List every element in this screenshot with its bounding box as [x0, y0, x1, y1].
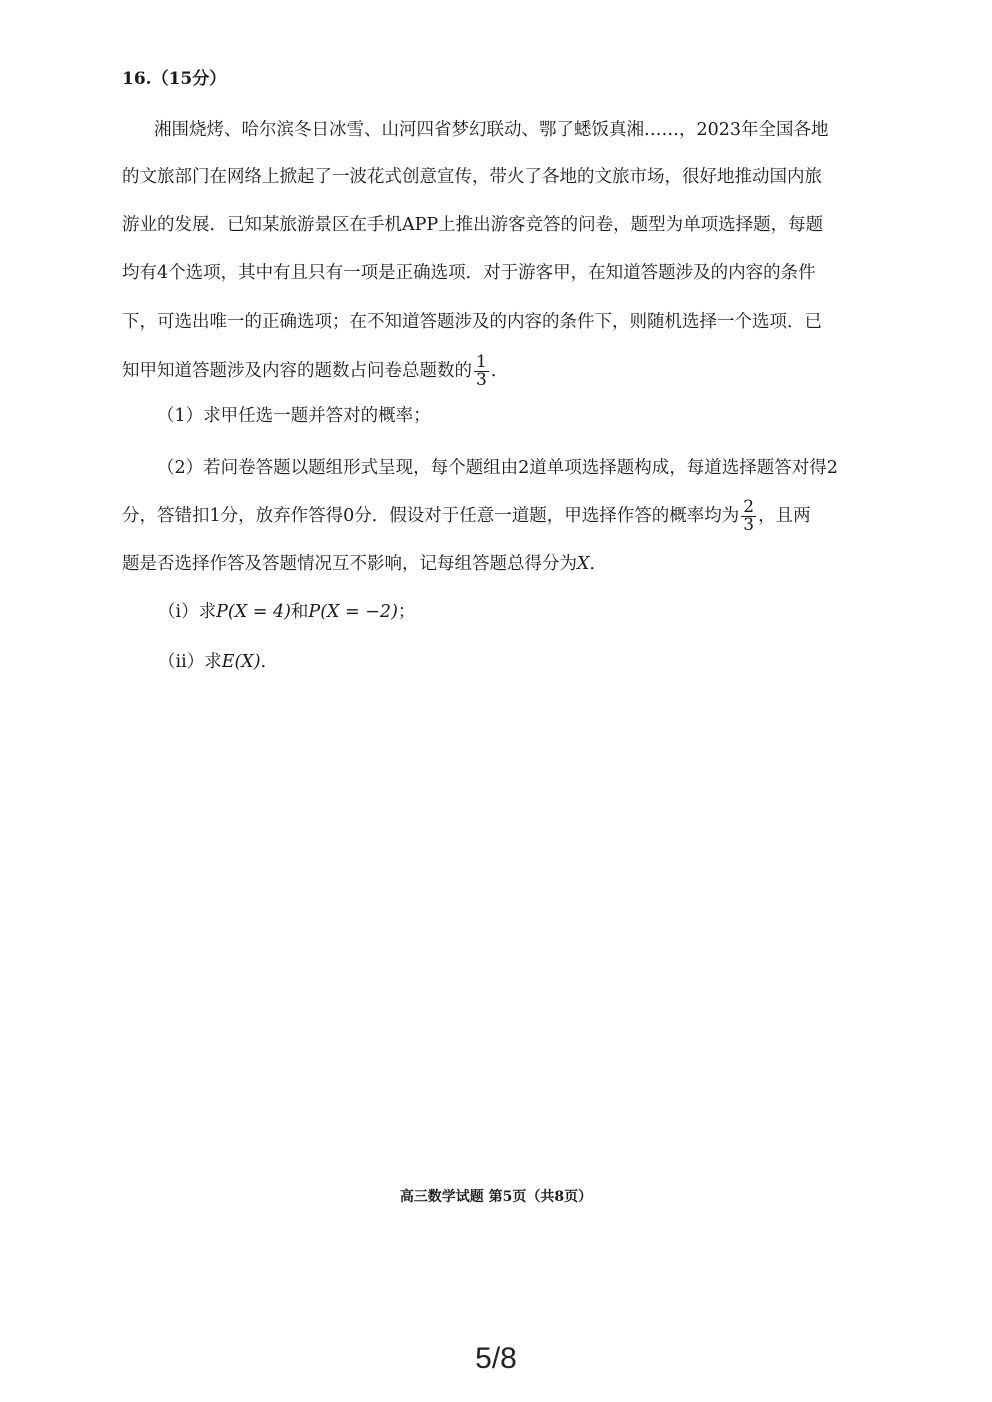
fraction-denominator: 3 — [743, 515, 755, 535]
part-2-line-2-suffix: ，且两 — [758, 506, 811, 526]
prob-expr-2: P(X = −2) — [308, 602, 398, 622]
intro-last-text: 知甲知道答题涉及内容的题数占问卷总题数的 — [122, 361, 472, 381]
part-2-line-3 — [122, 552, 862, 576]
page-indicator: 5/8 — [475, 1342, 517, 1375]
prob-expr-1: P(X = 4) — [216, 602, 291, 622]
part-2-line-3-suffix: ． — [589, 554, 607, 574]
fraction-two-thirds — [741, 499, 756, 534]
sub-i-label: （i）求 — [158, 602, 217, 622]
sub-question-ii — [158, 650, 898, 674]
expectation-expr: E(X) — [221, 652, 261, 672]
variable-x: X — [577, 554, 590, 574]
sub-question-i — [158, 600, 898, 624]
sub-i-suffix: ； — [397, 602, 416, 622]
fraction-numerator: 1 — [476, 352, 487, 372]
intro-line-2: 的文旅部门在网络上掀起了一波花式创意宣传，带火了各地的文旅市场，很好地推动国内旅 — [122, 167, 822, 187]
part-1: （1）求甲任选一题并答对的概率； — [157, 406, 431, 426]
part-2-line-2 — [122, 496, 862, 536]
sub-ii-label: （ii）求 — [158, 652, 222, 672]
part-2-line-1: （2）若问卷答题以题组形式呈现，每个题组由2道单项选择题构成，每道选择题答对得2 — [157, 458, 838, 478]
sub-i-connector: 和 — [290, 602, 309, 622]
part-2-line-2-text: 分，答错扣1分，放弃作答得0分．假设对于任意一道题，甲选择作答的概率均为 — [122, 506, 740, 526]
fraction-one-third — [474, 354, 489, 389]
fraction-denominator: 3 — [476, 370, 487, 390]
sub-ii-suffix: ． — [260, 652, 279, 672]
page-footer: 高三数学试题 第5页（共8页） — [399, 1189, 593, 1205]
intro-line-1: 湘围烧烤、哈尔滨冬日冰雪、山河四省梦幻联动、鄂了蟋饭真湘……，2023年全国各地 — [154, 120, 829, 140]
intro-line-4: 均有4个选项，其中有且只有一项是正确选项．对于游客甲，在知道答题涉及的内容的条件 — [122, 263, 816, 283]
intro-line-6 — [122, 351, 862, 391]
intro-last-suffix: ． — [490, 361, 509, 381]
question-number: 16.（15分） — [122, 69, 227, 89]
intro-line-3: 游业的发展．已知某旅游景区在手机APP上推出游客竞答的问卷，题型为单项选择题，每题 — [122, 215, 824, 235]
part-2-line-3-text: 题是否选择作答及答题情况互不影响，记每组答题总得分为 — [122, 554, 577, 574]
fraction-numerator: 2 — [743, 497, 755, 517]
intro-line-5: 下，可选出唯一的正确选项；在不知道答题涉及的内容的条件下，则随机选择一个选项．已 — [122, 312, 822, 332]
